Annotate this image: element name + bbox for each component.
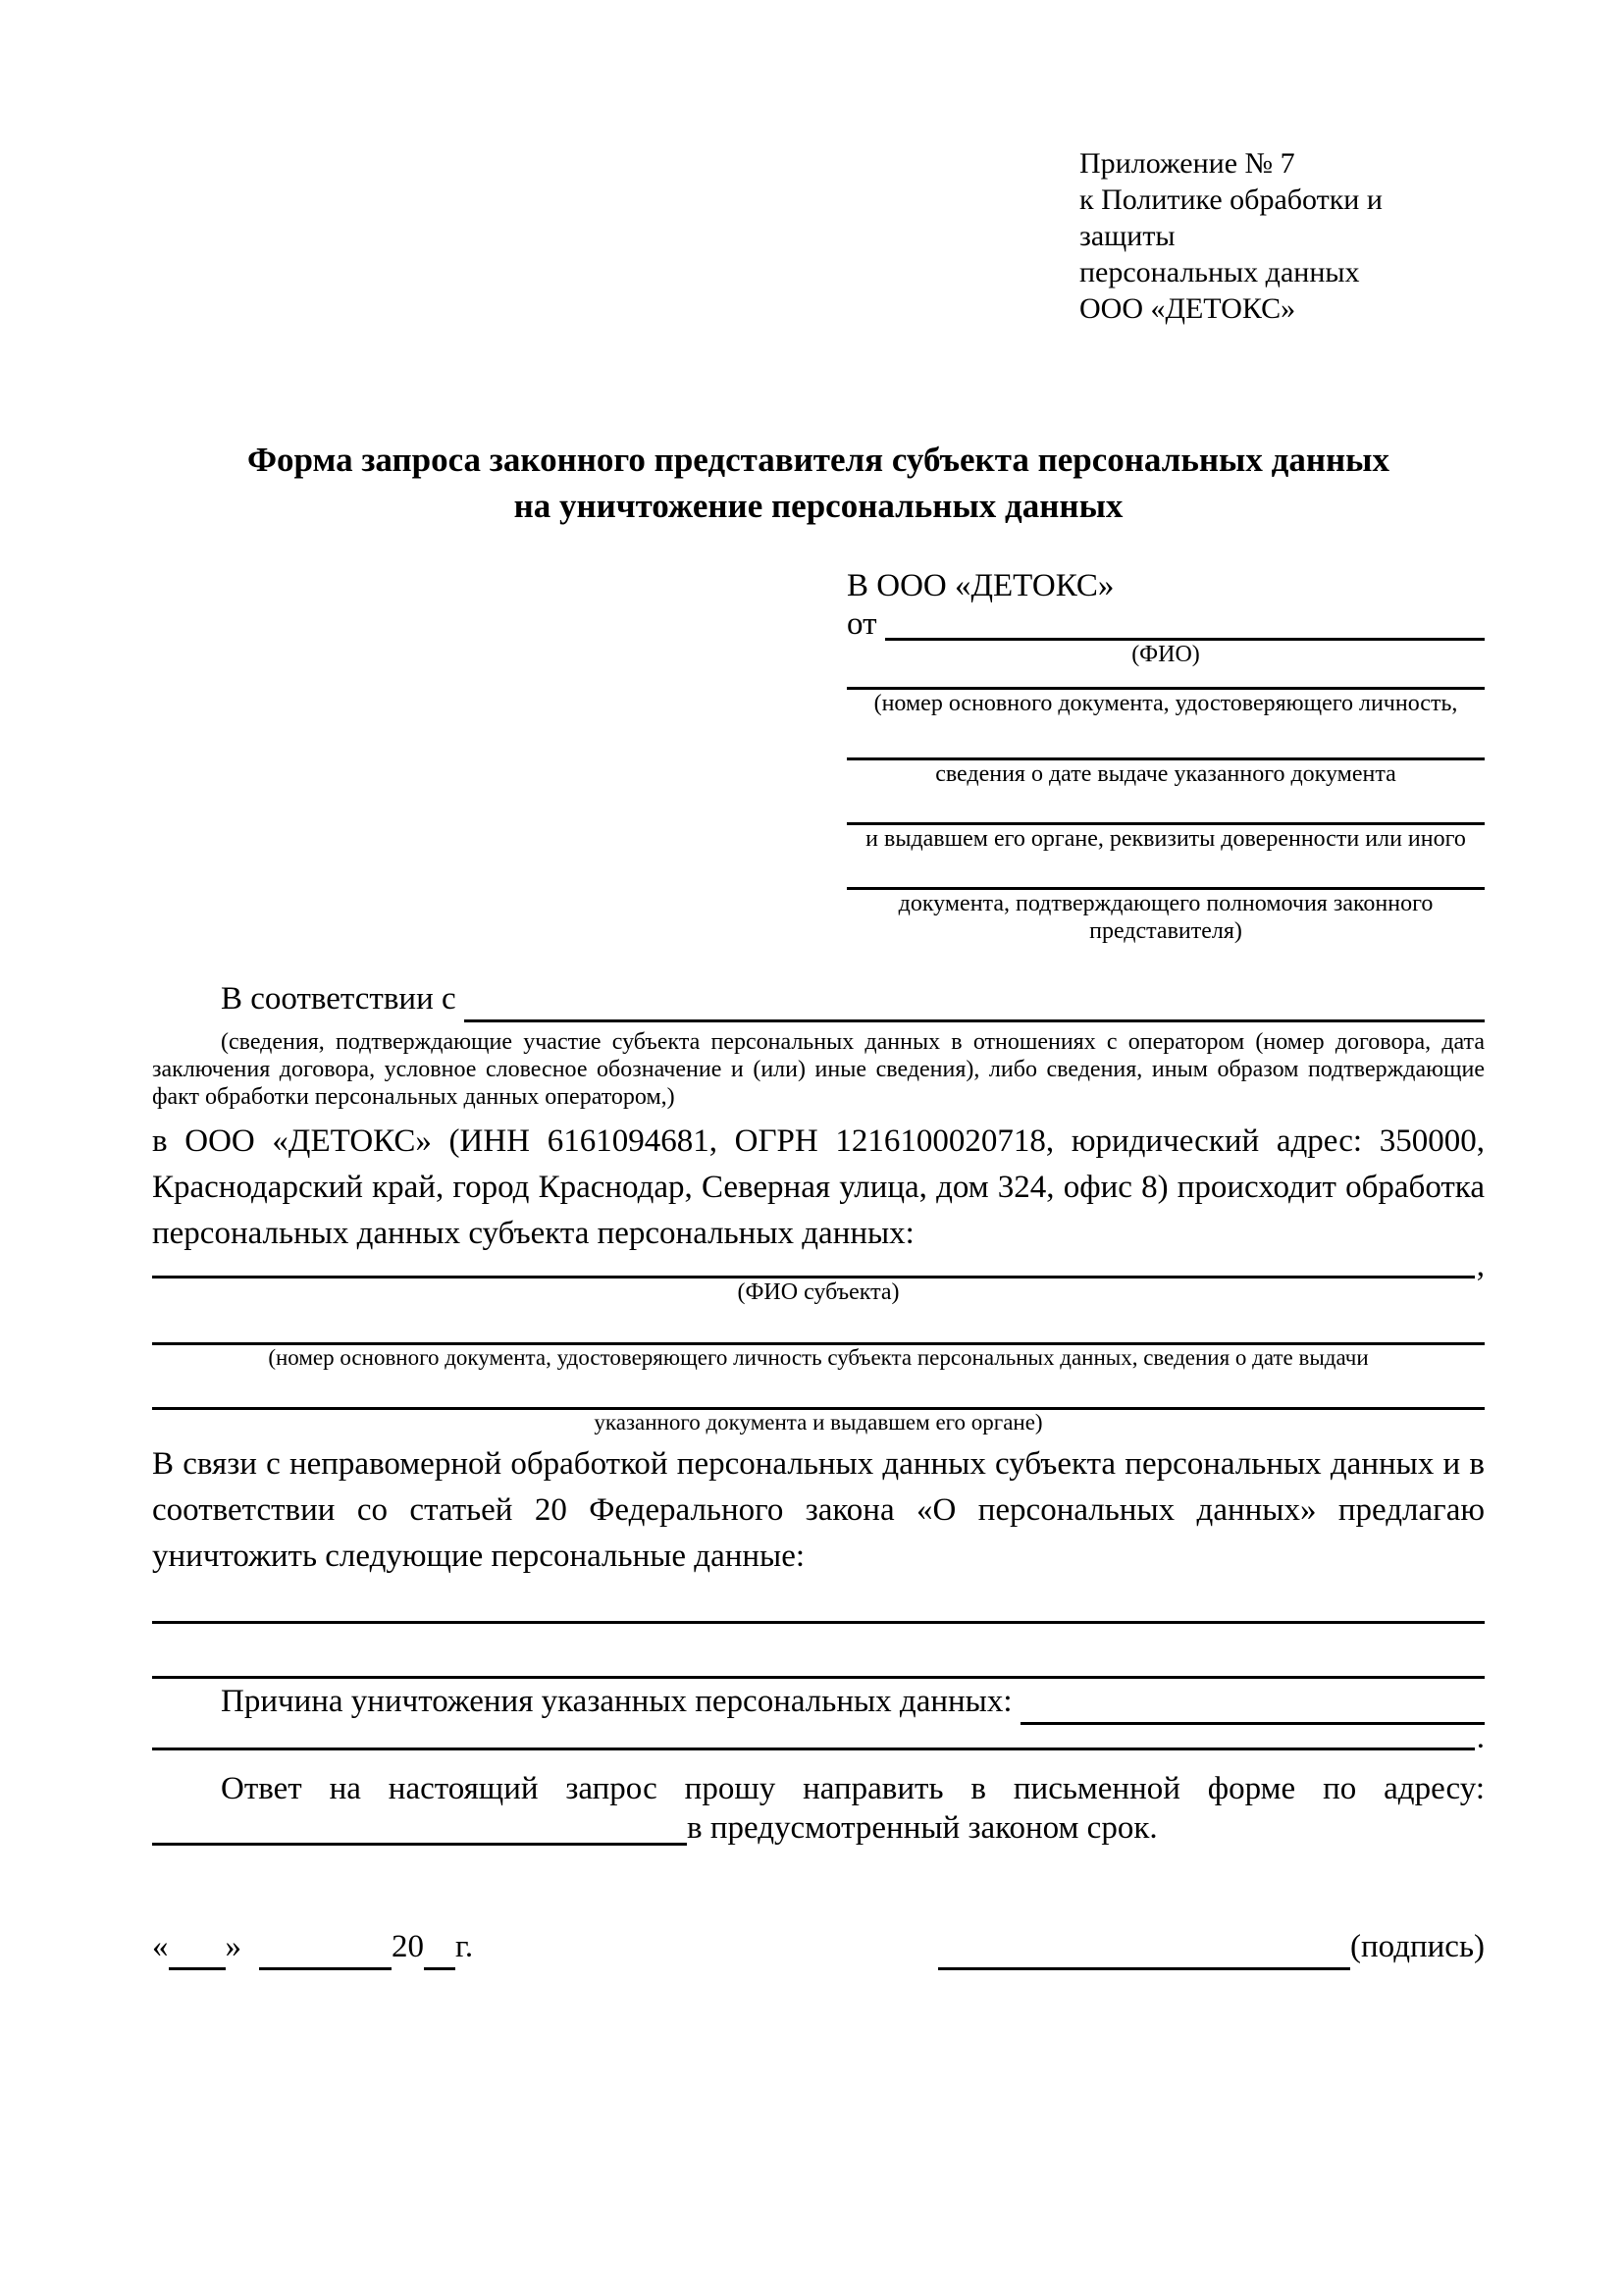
subject-doc-line-2[interactable] xyxy=(152,1371,1485,1410)
representative-doc-line-1[interactable] xyxy=(847,668,1485,690)
subject-doc-caption-1: (номер основного документа, удостоверяющего личность субъекта персональных данных, сведения о дате выдачи xyxy=(268,1345,1369,1370)
representative-doc-caption-3: и выдавшем его органе, реквизиты доверенности или иного xyxy=(865,826,1466,852)
accordance-note: (сведения, подтверждающие участие субъекта персональных данных в отношениях с оператором (номер договора, дата заключения договора, условное словесное обозначение и (или) иные сведения), либо сведения, иным образом подтверждающие факт обработки персональных данных оператором,) xyxy=(152,1029,1485,1110)
signature-group xyxy=(938,1924,1485,1970)
answer-sentence: Ответ на настоящий запрос прошу направить в письменной форме по адресу: xyxy=(221,1771,1485,1806)
request-paragraph: В связи с неправомерной обработкой персональных данных субъекта персональных данных и в соответствии со статьей 20 Федерального закона «О персональных данных» предлагаю уничтожить следующие персональные данные: xyxy=(152,1446,1485,1574)
signature-caption: (подпись) xyxy=(1350,1929,1485,1964)
form-title xyxy=(152,437,1485,529)
operator-paragraph: в ООО «ДЕТОКС» (ИНН 6161094681, ОГРН 1216100020718, юридический адрес: 350000, Краснодарский край, город Краснодар, Северная улица, дом 324, офис 8) происходит обработка персональных данных субъекта персональных данных: xyxy=(152,1123,1485,1251)
subject-fio-caption: (ФИО субъекта) xyxy=(737,1279,900,1305)
period: . xyxy=(1476,1720,1485,1755)
appendix-header-line: Приложение № 7 xyxy=(1079,147,1295,180)
comma: , xyxy=(1476,1248,1485,1283)
form-title-line: Форма запроса законного представителя субъекта персональных данных xyxy=(247,441,1389,479)
date-signature-row xyxy=(152,1924,1485,1970)
appendix-header-line: ООО «ДЕТОКС» xyxy=(1079,292,1296,325)
reason-continuation-row xyxy=(152,1720,1485,1755)
subject-fio-row xyxy=(152,1248,1485,1283)
subject-doc-caption-2: указанного документа и выдавшем его органе) xyxy=(594,1410,1043,1435)
appendix-header-line: персональных данных xyxy=(1079,256,1360,288)
address-input-line[interactable] xyxy=(152,1812,687,1846)
reason-input-line[interactable] xyxy=(1021,1679,1485,1725)
appendix-header-line: к Политике обработки и защиты xyxy=(1079,183,1383,252)
year-prefix: 20 xyxy=(392,1929,424,1964)
month-input-line[interactable] xyxy=(259,1935,392,1970)
year-input-line[interactable] xyxy=(424,1935,455,1970)
answer-tail: в предусмотренный законом срок. xyxy=(687,1810,1158,1846)
representative-doc-line-4[interactable] xyxy=(847,853,1485,890)
representative-doc-caption-2: сведения о дате выдаче указанного документа xyxy=(935,761,1396,787)
subject-doc-line-1[interactable] xyxy=(152,1306,1485,1345)
signature-input-line[interactable] xyxy=(938,1935,1350,1970)
fio-input-line[interactable] xyxy=(885,605,1486,641)
reason-label: Причина уничтожения указанных персональных данных: xyxy=(221,1684,1013,1719)
close-quote: » xyxy=(225,1929,241,1964)
subject-fio-input-line[interactable] xyxy=(152,1257,1475,1278)
accordance-input-line[interactable] xyxy=(464,976,1485,1022)
reason-continuation-line[interactable] xyxy=(152,1725,1475,1750)
appendix-header xyxy=(1079,145,1485,327)
answer-address-row xyxy=(152,1812,1485,1846)
from-row xyxy=(847,605,1485,641)
addressee-company: В ООО «ДЕТОКС» xyxy=(847,568,1115,603)
open-quote: « xyxy=(152,1929,169,1964)
representative-doc-caption-4: документа, подтверждающего полномочия законного представителя) xyxy=(898,891,1434,944)
reason-row xyxy=(152,1679,1485,1725)
personal-data-line-1[interactable] xyxy=(152,1580,1485,1624)
addressee-block xyxy=(847,566,1485,945)
personal-data-line-2[interactable] xyxy=(152,1624,1485,1679)
day-input-line[interactable] xyxy=(169,1935,226,1970)
accordance-label: В соответствии с xyxy=(221,981,456,1017)
from-label: от xyxy=(847,606,877,642)
date-group xyxy=(152,1924,473,1970)
representative-doc-line-2[interactable] xyxy=(847,717,1485,760)
representative-doc-caption-1: (номер основного документа, удостоверяющего личность, xyxy=(873,691,1458,716)
fio-caption: (ФИО) xyxy=(1131,642,1200,667)
document-content xyxy=(152,0,1485,1970)
accordance-row xyxy=(152,976,1485,1022)
representative-doc-line-3[interactable] xyxy=(847,788,1485,825)
year-suffix: г. xyxy=(455,1929,474,1964)
form-title-line: на уничтожение персональных данных xyxy=(513,487,1124,525)
